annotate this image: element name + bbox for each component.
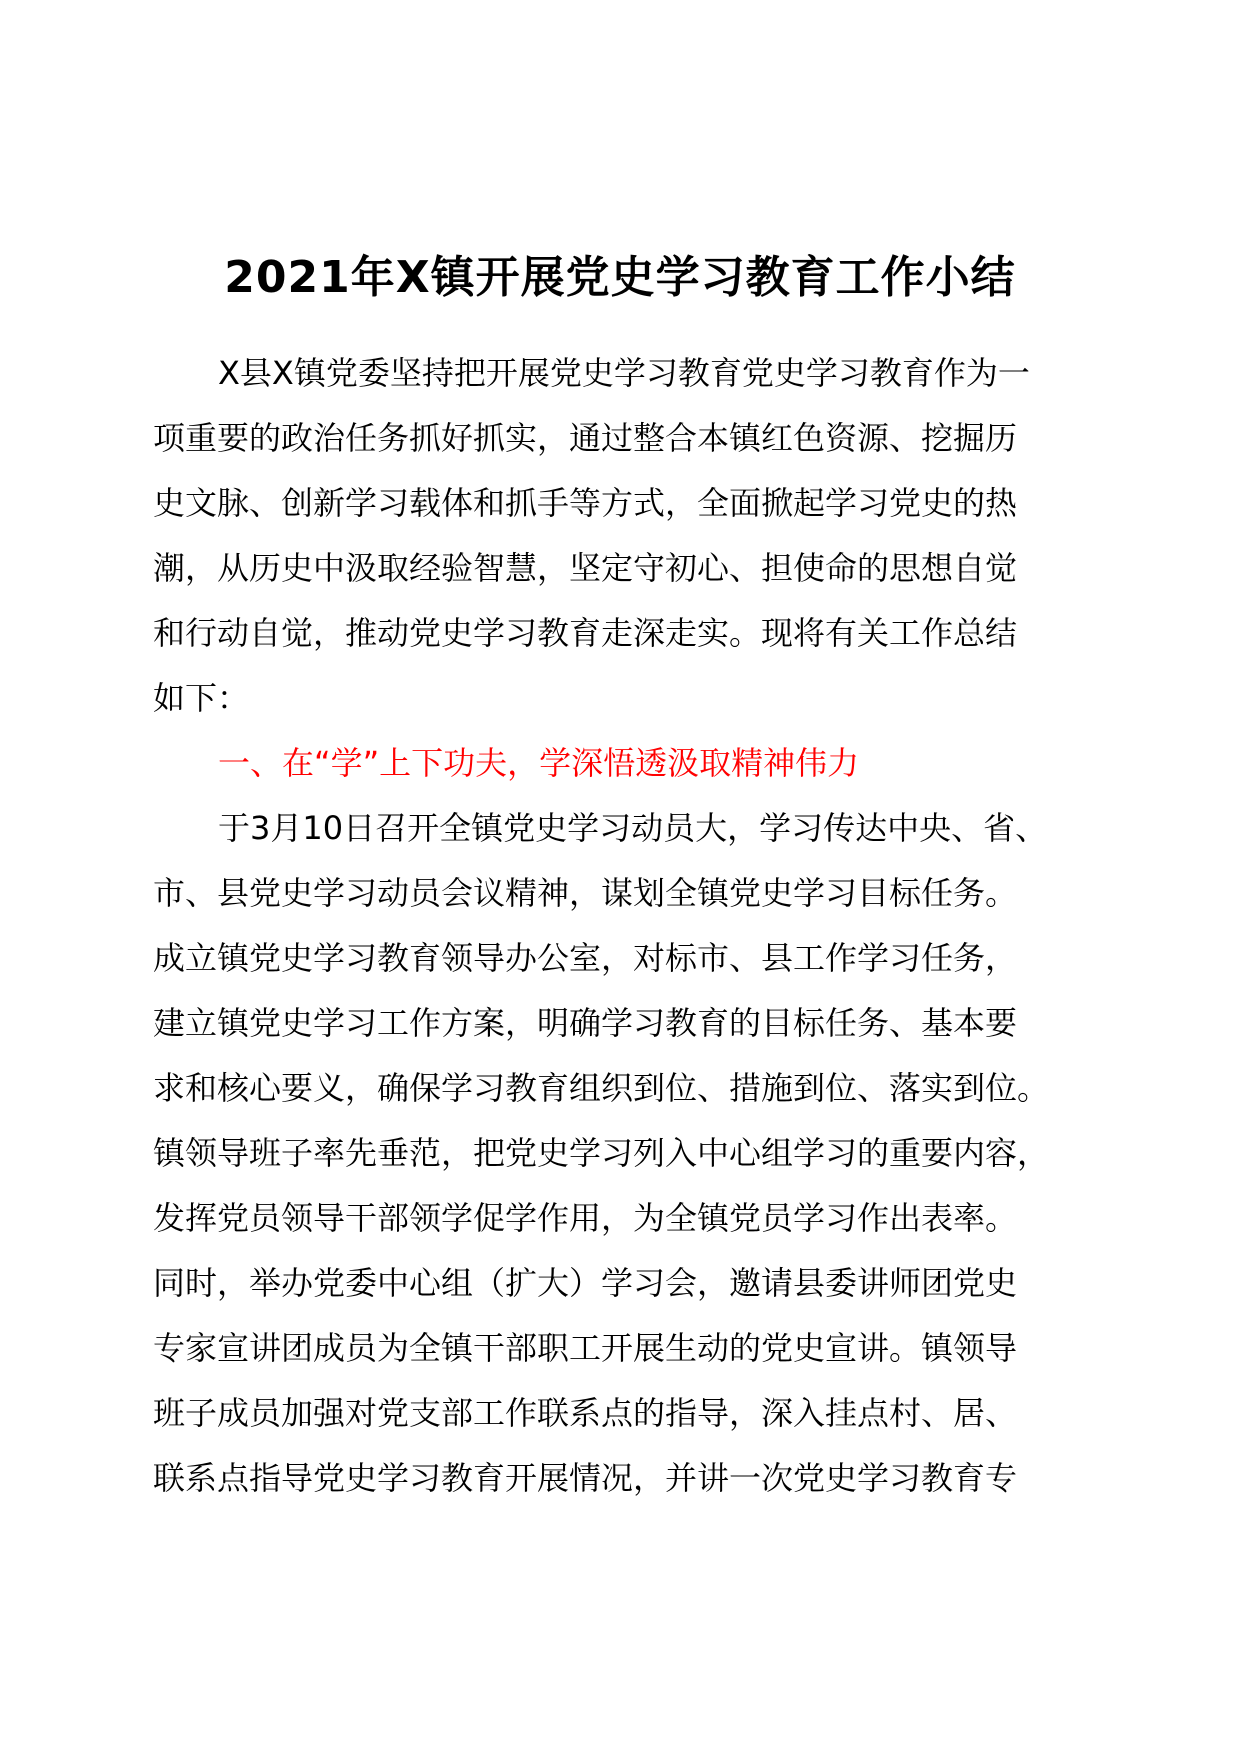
intro-line-1: X县X镇党委坚持把开展党史学习教育党史学习教育作为一 — [218, 354, 1030, 392]
intro-line-5: 和行动自觉，推动党史学习教育走深走实。现将有关工作总结 — [153, 614, 1018, 652]
document-title: 2021年X镇开展党史学习教育工作小结 — [224, 252, 1016, 303]
section1-line-1: 于3月10日召开全镇党史学习动员大，学习传达中央、省、 — [218, 809, 1048, 847]
intro-line-3: 史文脉、创新学习载体和抓手等方式，全面掀起学习党史的热 — [153, 484, 1018, 522]
section1-line-9: 专家宣讲团成员为全镇干部职工开展生动的党史宣讲。镇领导 — [153, 1329, 1018, 1367]
section1-line-4: 建立镇党史学习工作方案，明确学习教育的目标任务、基本要 — [153, 1004, 1018, 1042]
intro-line-2: 项重要的政治任务抓好抓实，通过整合本镇红色资源、挖掘历 — [153, 419, 1018, 457]
section1-line-3: 成立镇党史学习教育领导办公室，对标市、县工作学习任务， — [153, 939, 1018, 977]
intro-line-6: 如下： — [153, 679, 250, 717]
section1-line-2: 市、县党史学习动员会议精神，谋划全镇党史学习目标任务。 — [153, 874, 1018, 912]
intro-line-4: 潮，从历史中汲取经验智慧，坚定守初心、担使命的思想自觉 — [153, 549, 1018, 587]
section-heading-1: 一、在“学”上下功夫，学深悟透汲取精神伟力 — [218, 744, 860, 782]
section1-line-11: 联系点指导党史学习教育开展情况，并讲一次党史学习教育专 — [153, 1459, 1018, 1497]
section1-line-10: 班子成员加强对党支部工作联系点的指导，深入挂点村、居、 — [153, 1394, 1018, 1432]
section1-line-6: 镇领导班子率先垂范，把党史学习列入中心组学习的重要内容， — [153, 1134, 1050, 1172]
section1-line-8: 同时，举办党委中心组（扩大）学习会，邀请县委讲师团党史 — [153, 1264, 1018, 1302]
section1-line-7: 发挥党员领导干部领学促学作用，为全镇党员学习作出表率。 — [153, 1199, 1018, 1237]
section1-line-5: 求和核心要义，确保学习教育组织到位、措施到位、落实到位。 — [153, 1069, 1050, 1107]
